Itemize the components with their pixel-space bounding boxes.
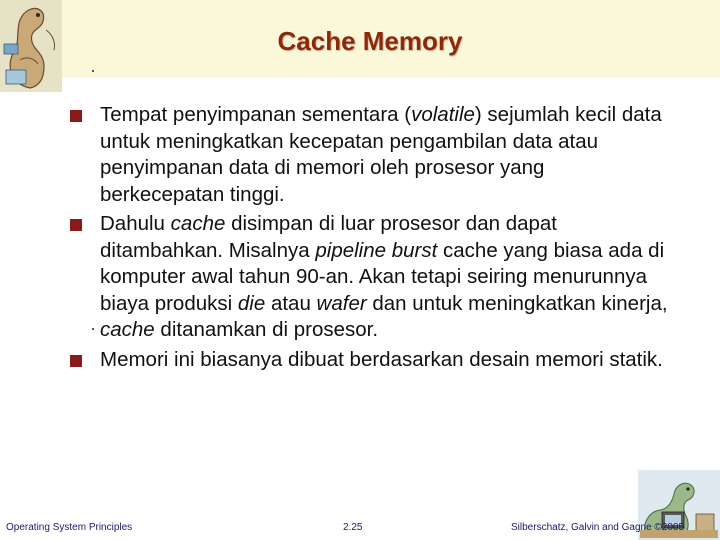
square-bullet-icon <box>70 219 82 231</box>
bullet-text <box>100 347 668 374</box>
text-run-italic: cache <box>170 212 226 235</box>
slide-title: Cache Memory <box>277 26 463 56</box>
square-bullet-icon <box>70 110 82 122</box>
bullet-item <box>68 211 668 344</box>
text-run: Dahulu <box>100 212 171 235</box>
decorative-dot <box>92 328 94 330</box>
footer-copyright: Silberschatz, Galvin and Gagne ©2005 <box>511 522 685 533</box>
dinosaur-logo-icon <box>0 0 62 92</box>
text-run-italic: pipeline burst <box>315 238 438 262</box>
bullet-list <box>68 102 668 376</box>
text-run: ditanamkan di prosesor. <box>154 318 379 341</box>
bullet-text <box>100 102 668 208</box>
footer-course-name: Operating System Principles <box>6 522 133 533</box>
text-run: cache yang biasa ada di komputer awal tahun 90-an. Akan tetapi seiring menurunnya biaya produksi <box>100 238 665 315</box>
text-run: ) sejumlah kecil data untuk meningkatkan kecepatan pengambilan data atau penyimpanan data di memori oleh prosesor yang berkecepatan tinggi. <box>100 103 662 206</box>
text-run-italic: cache <box>100 318 155 341</box>
text-run-italic: volatile <box>411 103 475 126</box>
square-bullet-icon <box>70 355 82 367</box>
decorative-dot <box>92 70 94 72</box>
text-run-italic: wafer <box>316 291 367 315</box>
text-run-italic: die <box>237 291 266 315</box>
text-run: dan untuk meningkatkan kinerja, <box>366 291 668 315</box>
bullet-item <box>68 347 668 374</box>
text-run: atau <box>265 291 317 315</box>
text-run: Memori ini biasanya dibuat berdasarkan desain memori statik. <box>100 347 663 371</box>
text-run: disimpan di luar prosesor dan dapat ditambahkan. Misalnya <box>100 212 558 262</box>
bullet-text <box>100 211 668 344</box>
bullet-item <box>68 102 668 208</box>
footer-page-number: 2.25 <box>343 522 363 533</box>
text-run: Tempat penyimpanan sementara ( <box>100 103 412 126</box>
